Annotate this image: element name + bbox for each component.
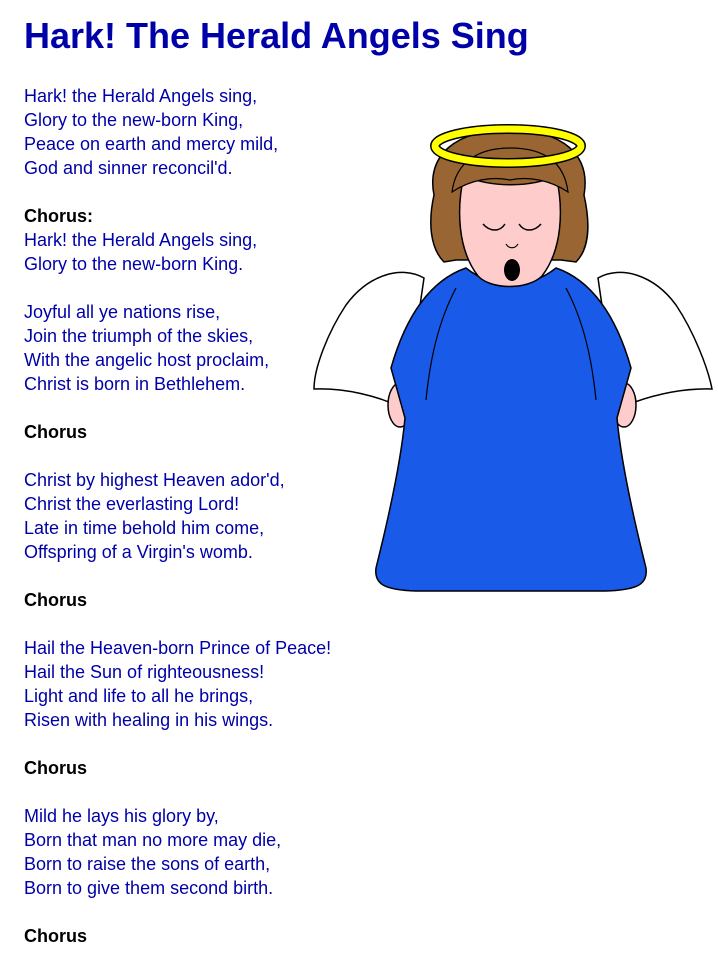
verse-line: Peace on earth and mercy mild, [24,134,279,154]
chorus-refrain: Chorus [24,926,87,946]
verse-line: Christ is born in Bethlehem. [24,374,246,394]
singing-mouth-icon [504,259,520,281]
verse-line: Born to raise the sons of earth, [24,854,271,874]
chorus-refrain: Chorus [24,590,87,610]
verse-line: God and sinner reconcil'd. [24,158,233,178]
chorus-refrain: Chorus [24,422,87,442]
verse-line: Christ by highest Heaven ador'd, [24,470,285,490]
verse-line: Christ the everlasting Lord! [24,494,240,514]
verse-5 [24,804,384,900]
verse-line: Hail the Sun of righteousness! [24,662,265,682]
verse-4 [24,636,384,732]
stanza-gap [24,780,384,804]
verse-line: Offspring of a Virgin's womb. [24,542,253,562]
robe-icon [376,268,646,591]
verse-line: Joyful all ye nations rise, [24,302,221,322]
chorus-refrain: Chorus [24,758,87,778]
verse-line: Late in time behold him come, [24,518,265,538]
verse-line: Glory to the new-born King, [24,110,244,130]
verse-line: Born that man no more may die, [24,830,282,850]
verse-line: Light and life to all he brings, [24,686,254,706]
verse-line: With the angelic host proclaim, [24,350,270,370]
verse-line: Risen with healing in his wings. [24,710,274,730]
singing-angel-icon [306,100,716,600]
chorus-heading: Chorus: [24,206,93,226]
verse-line: Join the triumph of the skies, [24,326,254,346]
chorus-line: Glory to the new-born King. [24,254,244,274]
stanza-gap [24,900,384,924]
page-title: Hark! The Herald Angels Sing [24,15,529,56]
verse-line: Mild he lays his glory by, [24,806,219,826]
stanza-gap [24,732,384,756]
chorus-line: Hark! the Herald Angels sing, [24,230,258,250]
stanza-gap [24,612,384,636]
verse-line: Born to give them second birth. [24,878,274,898]
verse-line: Hail the Heaven-born Prince of Peace! [24,638,332,658]
verse-line: Hark! the Herald Angels sing, [24,86,258,106]
